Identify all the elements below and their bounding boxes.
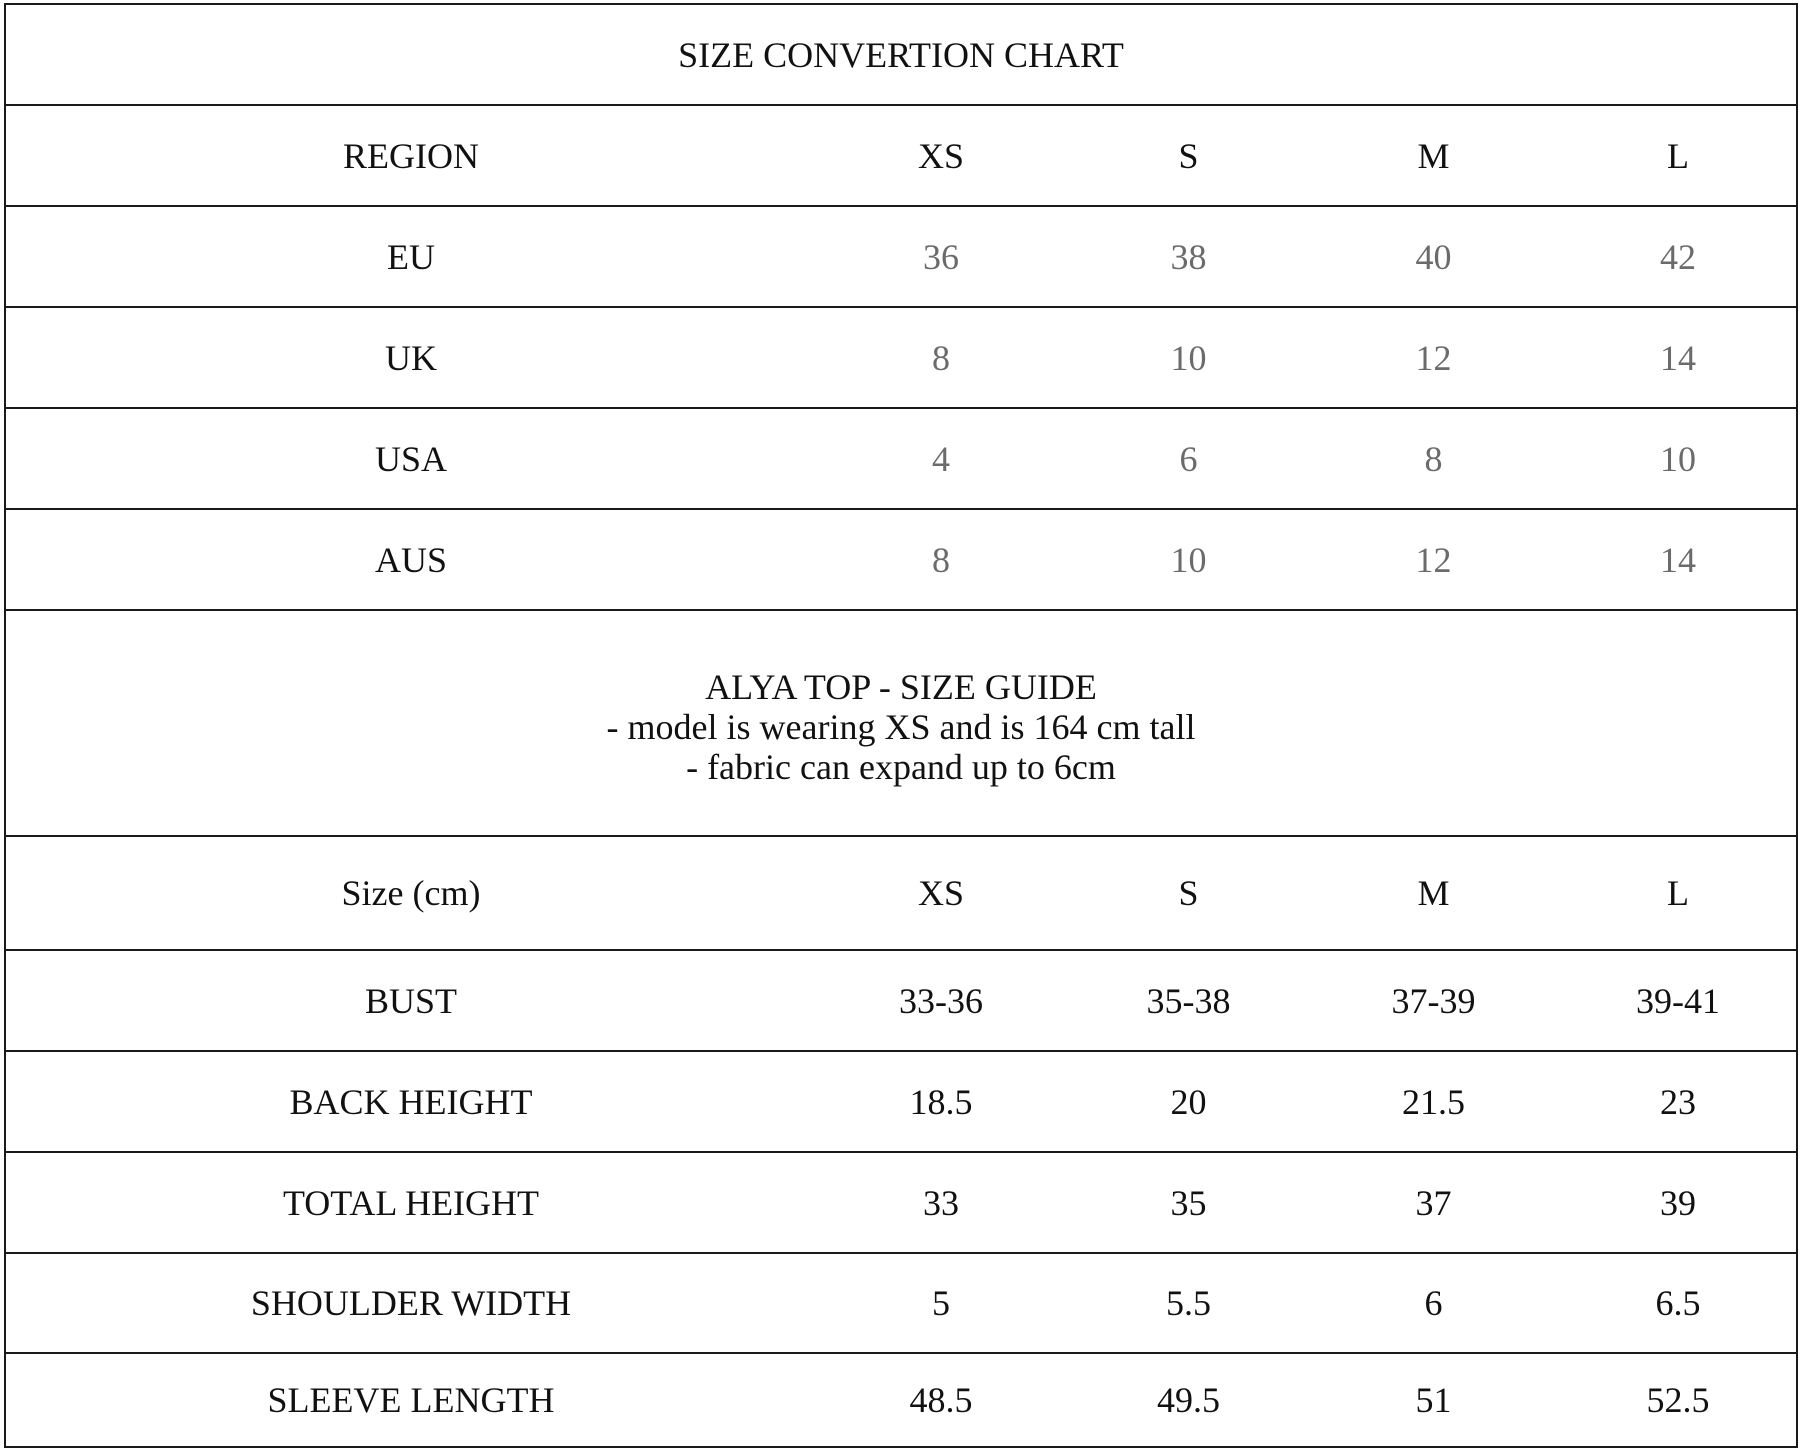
size-chart-sheet	[4, 3, 1798, 1448]
measurement-value: 37	[1415, 1182, 1452, 1223]
measurement-value: 48.5	[909, 1380, 973, 1420]
conversion-title-row	[6, 5, 1796, 106]
header-l: L	[1667, 873, 1689, 913]
size-value: 42	[1660, 236, 1696, 277]
region-label: UK	[385, 337, 437, 378]
guide-row-total-height	[6, 1153, 1796, 1254]
size-value: 12	[1415, 337, 1452, 378]
size-value: 36	[923, 236, 959, 277]
measurement-value: 5.5	[1166, 1283, 1211, 1323]
header-xs: XS	[917, 135, 965, 176]
measurement-value: 33	[923, 1182, 959, 1223]
size-value: 14	[1660, 337, 1696, 378]
measurement-value: 37-39	[1391, 980, 1476, 1021]
header-xs: XS	[917, 873, 965, 913]
size-value: 8	[932, 539, 950, 580]
size-value: 4	[932, 438, 950, 479]
measurement-label: SHOULDER WIDTH	[250, 1283, 572, 1323]
size-guide-header-row	[6, 837, 1796, 951]
region-label: AUS	[374, 539, 448, 580]
size-guide-note-fabric: - fabric can expand up to 6cm	[686, 747, 1116, 787]
conversion-row-usa	[6, 409, 1796, 510]
conversion-header-row	[6, 106, 1796, 207]
measurement-value: 6.5	[1655, 1283, 1701, 1323]
size-value: 6	[1179, 438, 1198, 479]
conversion-row-eu	[6, 207, 1796, 308]
size-value: 10	[1660, 438, 1696, 479]
size-guide-heading	[6, 611, 1796, 835]
measurement-value: 51	[1415, 1380, 1452, 1420]
measurement-value: 39	[1660, 1182, 1696, 1223]
measurement-value: 5	[932, 1283, 950, 1323]
size-value: 38	[1170, 236, 1207, 277]
region-label: USA	[374, 438, 448, 479]
measurement-label: SLEEVE LENGTH	[267, 1380, 555, 1420]
guide-row-back-height	[6, 1052, 1796, 1153]
measurement-value: 20	[1170, 1081, 1207, 1122]
measurement-value: 23	[1660, 1081, 1696, 1122]
measurement-value: 35	[1170, 1182, 1207, 1223]
measurement-value: 18.5	[909, 1081, 973, 1122]
header-m: M	[1417, 873, 1450, 913]
size-value: 8	[1424, 438, 1443, 479]
size-value: 40	[1415, 236, 1452, 277]
measurement-value: 49.5	[1157, 1380, 1220, 1420]
size-guide-title-row	[6, 611, 1796, 837]
guide-row-shoulder-width	[6, 1254, 1796, 1354]
size-value: 8	[932, 337, 950, 378]
measurement-value: 35-38	[1146, 980, 1231, 1021]
measurement-value: 21.5	[1402, 1081, 1465, 1122]
header-s: S	[1178, 873, 1199, 913]
conversion-title: SIZE CONVERTION CHART	[678, 34, 1124, 75]
size-value: 10	[1170, 337, 1207, 378]
size-value: 14	[1660, 539, 1696, 580]
header-s: S	[1178, 135, 1199, 176]
measurement-label: TOTAL HEIGHT	[282, 1182, 540, 1223]
region-label: EU	[387, 236, 435, 277]
guide-row-sleeve-length	[6, 1354, 1796, 1446]
header-region: REGION	[343, 135, 479, 176]
header-size-cm: Size (cm)	[341, 873, 481, 913]
measurement-value: 33-36	[899, 980, 983, 1021]
measurement-value: 6	[1424, 1283, 1443, 1323]
measurement-label: BUST	[364, 980, 458, 1021]
conversion-row-uk	[6, 308, 1796, 409]
measurement-value: 52.5	[1646, 1380, 1710, 1420]
size-guide-title: ALYA TOP - SIZE GUIDE	[705, 667, 1097, 707]
measurement-label: BACK HEIGHT	[289, 1081, 533, 1122]
size-guide-note-model: - model is wearing XS and is 164 cm tall	[606, 707, 1196, 747]
header-l: L	[1667, 135, 1689, 176]
guide-row-bust	[6, 951, 1796, 1052]
header-m: M	[1417, 135, 1450, 176]
measurement-value: 39-41	[1636, 980, 1720, 1021]
conversion-row-aus	[6, 510, 1796, 611]
size-value: 10	[1170, 539, 1207, 580]
size-value: 12	[1415, 539, 1452, 580]
